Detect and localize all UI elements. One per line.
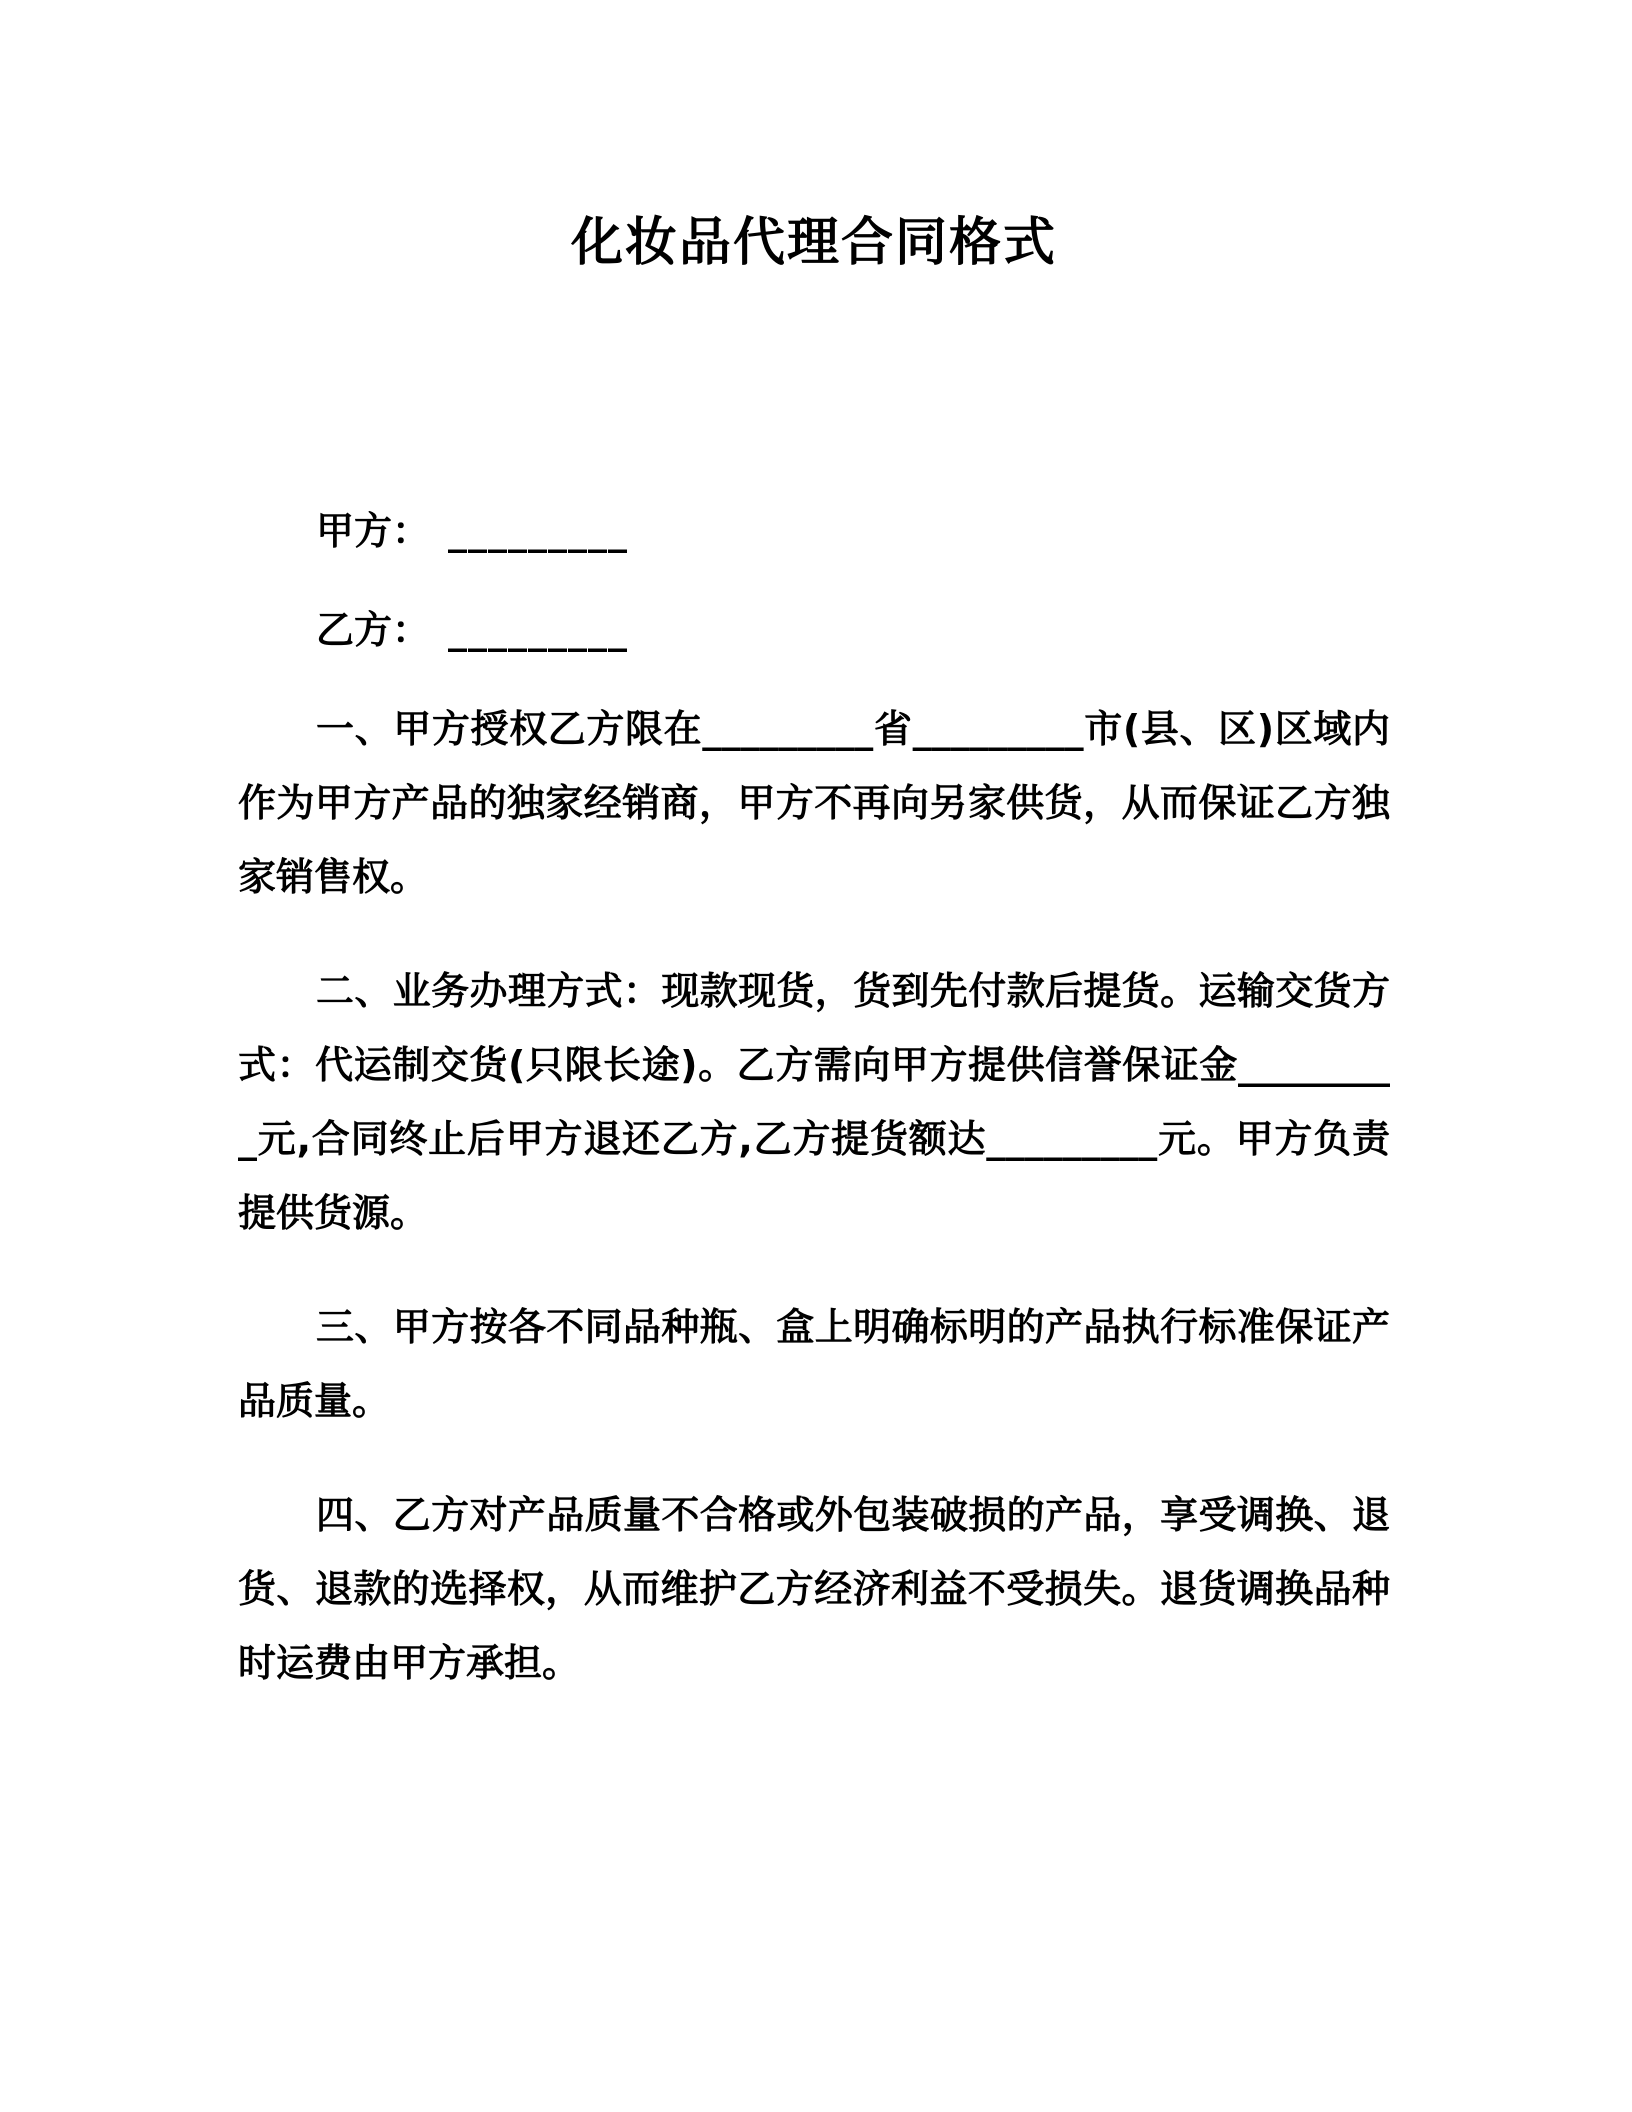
party-a-label: 甲方：: [316, 509, 431, 553]
party-a-blank-field: _________: [448, 509, 629, 553]
document-title: 化妆品代理合同格式: [570, 213, 1057, 273]
clause-4-returns-exchange: 四、乙方对产品质量不合格或外包装破损的产品，享受调换、退货、退款的选择权，从而维护乙方经济利益不受损失。退货调换品种时运费由甲方承担。: [238, 1493, 1390, 1685]
party-b-blank-field: _________: [448, 608, 629, 652]
party-b-line: [238, 593, 1390, 667]
clause-1-territory: 一、甲方授权乙方限在_________省_________市(县、区)区域内作为甲方产品的独家经销商，甲方不再向另家供货，从而保证乙方独家销售权。: [238, 707, 1390, 899]
party-b-label: 乙方：: [316, 608, 431, 652]
clause-2-business-terms: 二、业务办理方式：现款现货，货到先付款后提货。运输交货方式：代运制交货(只限长途)。乙方需向甲方提供信誉保证金_________元,合同终止后甲方退还乙方,乙方提货额达_________元。甲方负责提供货源。: [238, 969, 1390, 1235]
clause-3-quality-standard: 三、甲方按各不同品种瓶、盒上明确标明的产品执行标准保证产品质量。: [238, 1305, 1390, 1423]
party-a-line: [238, 494, 1390, 568]
